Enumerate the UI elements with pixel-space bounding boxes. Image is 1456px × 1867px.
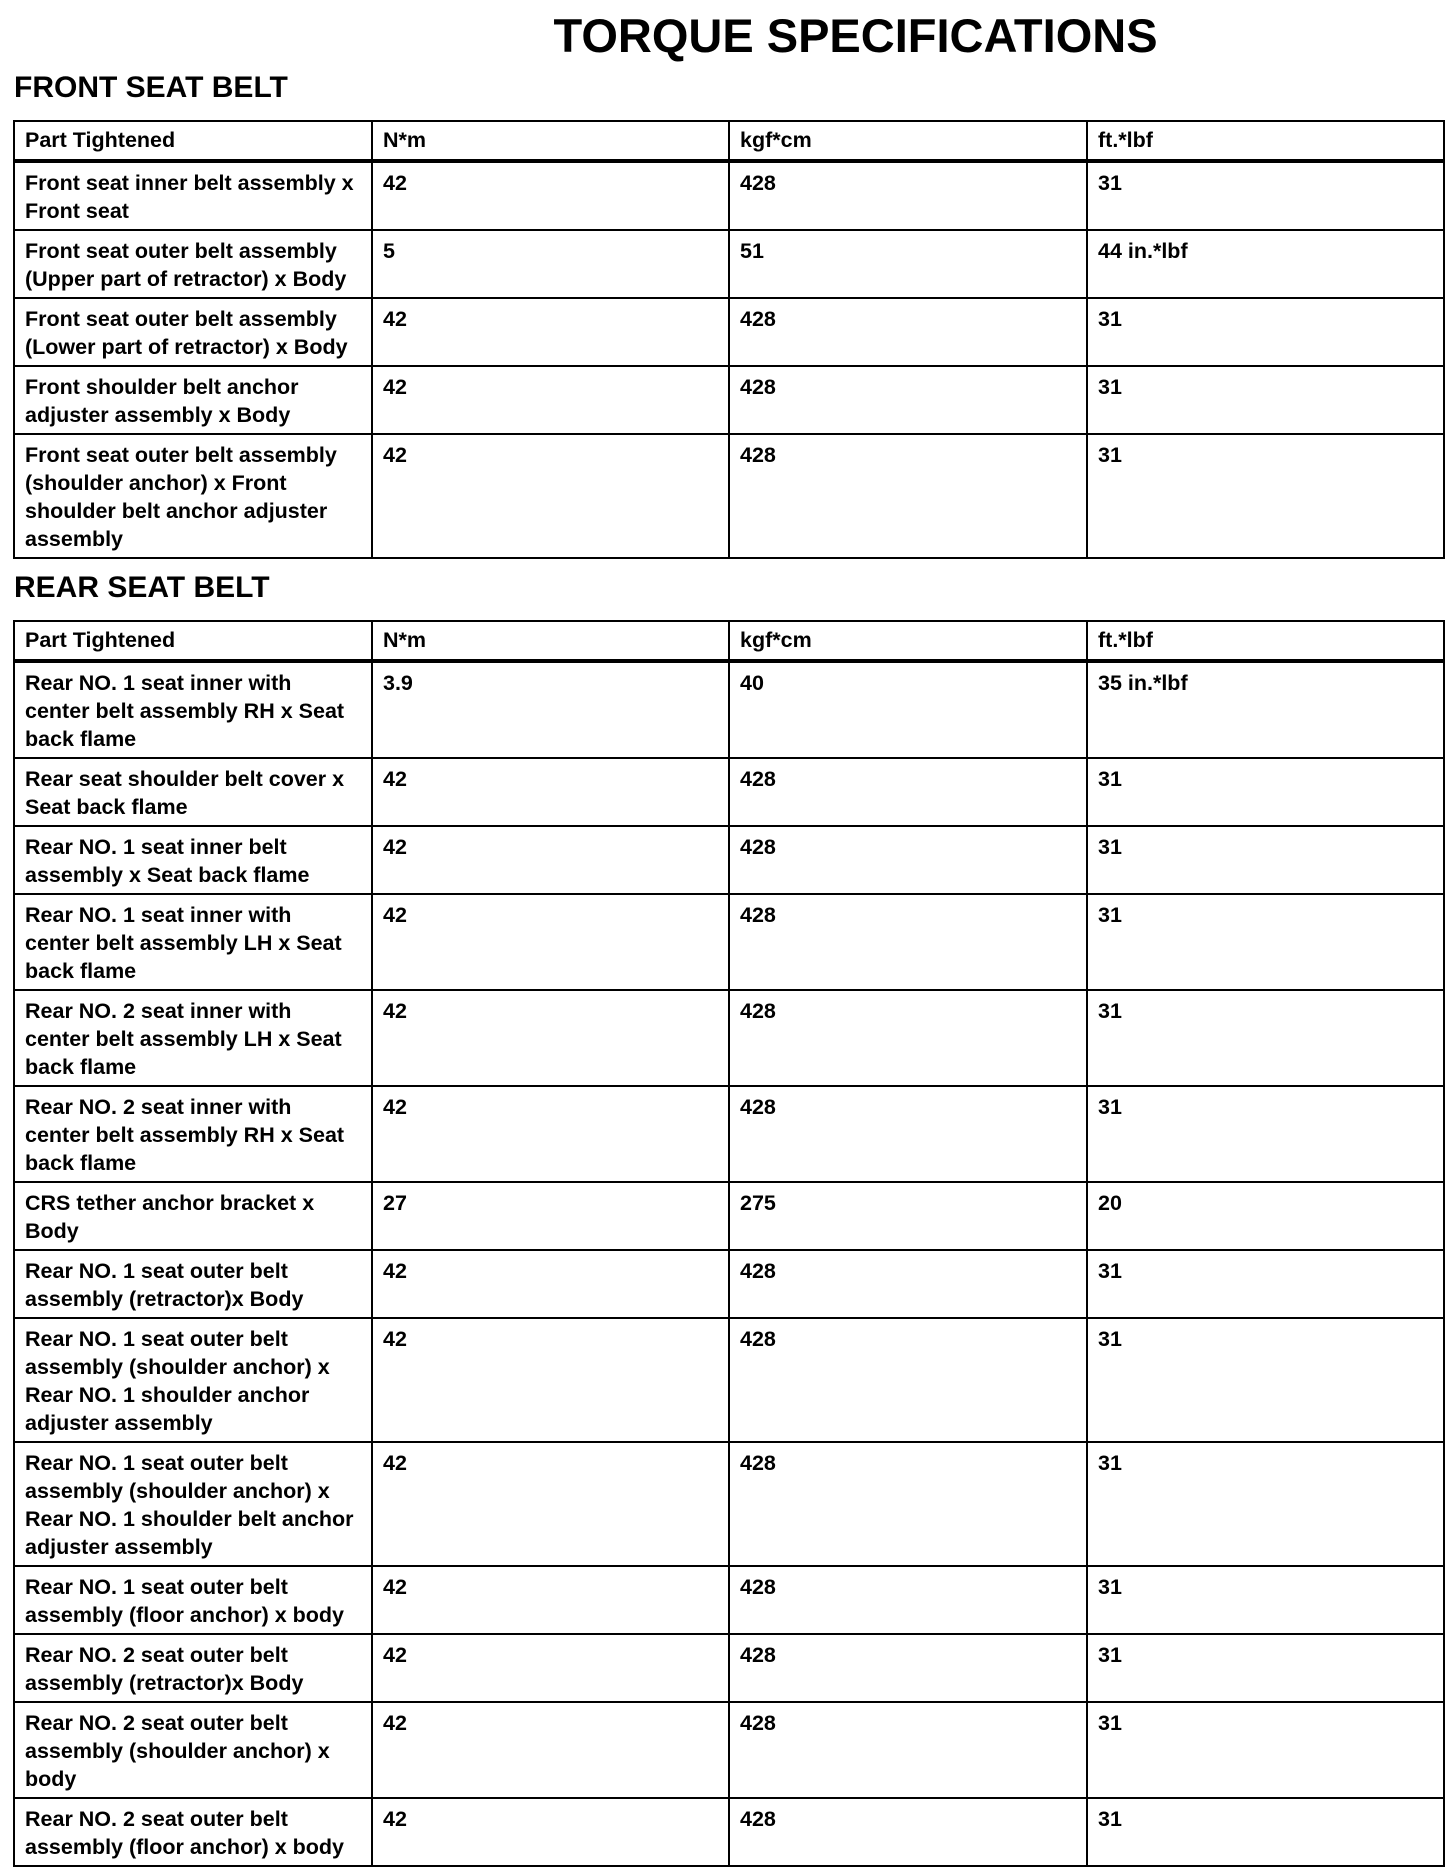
cell-part-tightened: Rear NO. 2 seat outer belt assembly (shoulder anchor) x body <box>14 1702 372 1798</box>
cell-nm: 42 <box>372 990 729 1086</box>
cell-part-tightened: Rear NO. 2 seat inner with center belt assembly RH x Seat back flame <box>14 1086 372 1182</box>
column-header-nm: N*m <box>372 621 729 661</box>
table-row <box>14 826 1444 894</box>
cell-kgfcm: 428 <box>729 1442 1087 1566</box>
table-row <box>14 661 1444 758</box>
cell-nm: 42 <box>372 1442 729 1566</box>
column-header-kgfcm: kgf*cm <box>729 621 1087 661</box>
cell-part-tightened: Rear NO. 1 seat inner with center belt assembly RH x Seat back flame <box>14 661 372 758</box>
cell-part-tightened: Rear NO. 1 seat outer belt assembly (shoulder anchor) x Rear NO. 1 shoulder belt anchor adjuster assembly <box>14 1442 372 1566</box>
cell-kgfcm: 428 <box>729 1798 1087 1866</box>
cell-kgfcm: 428 <box>729 758 1087 826</box>
table-row <box>14 990 1444 1086</box>
cell-nm: 42 <box>372 826 729 894</box>
rear-seat-belt-heading: REAR SEAT BELT <box>14 571 270 604</box>
table-row <box>14 894 1444 990</box>
page-title: TORQUE SPECIFICATIONS <box>553 9 1158 62</box>
cell-nm: 42 <box>372 298 729 366</box>
cell-kgfcm: 40 <box>729 661 1087 758</box>
table-row <box>14 1086 1444 1182</box>
cell-nm: 27 <box>372 1182 729 1250</box>
cell-ftlbf: 31 <box>1087 161 1444 230</box>
front-seat-belt-table <box>13 120 1445 559</box>
column-header-ftlbf: ft.*lbf <box>1087 121 1444 161</box>
cell-ftlbf: 31 <box>1087 1702 1444 1798</box>
table-row <box>14 1250 1444 1318</box>
cell-part-tightened: Rear NO. 1 seat outer belt assembly (shoulder anchor) x Rear NO. 1 shoulder anchor adjuster assembly <box>14 1318 372 1442</box>
table-row <box>14 758 1444 826</box>
table-row <box>14 366 1444 434</box>
cell-part-tightened: Front seat outer belt assembly (Lower part of retractor) x Body <box>14 298 372 366</box>
cell-ftlbf: 31 <box>1087 1318 1444 1442</box>
cell-nm: 5 <box>372 230 729 298</box>
cell-part-tightened: Rear NO. 1 seat inner with center belt assembly LH x Seat back flame <box>14 894 372 990</box>
table-row <box>14 230 1444 298</box>
cell-nm: 42 <box>372 1634 729 1702</box>
cell-kgfcm: 275 <box>729 1182 1087 1250</box>
cell-ftlbf: 20 <box>1087 1182 1444 1250</box>
cell-nm: 42 <box>372 161 729 230</box>
cell-nm: 42 <box>372 1086 729 1182</box>
cell-ftlbf: 35 in.*lbf <box>1087 661 1444 758</box>
cell-kgfcm: 428 <box>729 161 1087 230</box>
cell-kgfcm: 428 <box>729 1250 1087 1318</box>
table-row <box>14 298 1444 366</box>
cell-nm: 42 <box>372 434 729 558</box>
table-row <box>14 1634 1444 1702</box>
table-row <box>14 161 1444 230</box>
cell-ftlbf: 31 <box>1087 894 1444 990</box>
table-row <box>14 1182 1444 1250</box>
cell-ftlbf: 44 in.*lbf <box>1087 230 1444 298</box>
cell-kgfcm: 428 <box>729 1566 1087 1634</box>
table-row <box>14 1442 1444 1566</box>
cell-ftlbf: 31 <box>1087 990 1444 1086</box>
cell-ftlbf: 31 <box>1087 1086 1444 1182</box>
cell-kgfcm: 428 <box>729 298 1087 366</box>
column-header-kgfcm: kgf*cm <box>729 121 1087 161</box>
cell-kgfcm: 428 <box>729 1702 1087 1798</box>
cell-nm: 42 <box>372 1250 729 1318</box>
cell-nm: 42 <box>372 1566 729 1634</box>
cell-part-tightened: Rear NO. 2 seat outer belt assembly (floor anchor) x body <box>14 1798 372 1866</box>
cell-kgfcm: 428 <box>729 1634 1087 1702</box>
cell-ftlbf: 31 <box>1087 298 1444 366</box>
cell-kgfcm: 428 <box>729 990 1087 1086</box>
cell-ftlbf: 31 <box>1087 366 1444 434</box>
cell-kgfcm: 428 <box>729 1318 1087 1442</box>
column-header-part-tightened: Part Tightened <box>14 121 372 161</box>
cell-kgfcm: 428 <box>729 1086 1087 1182</box>
cell-part-tightened: Front seat inner belt assembly x Front seat <box>14 161 372 230</box>
cell-nm: 42 <box>372 366 729 434</box>
cell-ftlbf: 31 <box>1087 434 1444 558</box>
column-header-ftlbf: ft.*lbf <box>1087 621 1444 661</box>
cell-part-tightened: CRS tether anchor bracket x Body <box>14 1182 372 1250</box>
cell-ftlbf: 31 <box>1087 1634 1444 1702</box>
table-row <box>14 1318 1444 1442</box>
table-row <box>14 1702 1444 1798</box>
cell-part-tightened: Front shoulder belt anchor adjuster assembly x Body <box>14 366 372 434</box>
cell-nm: 42 <box>372 894 729 990</box>
cell-nm: 42 <box>372 1702 729 1798</box>
cell-nm: 3.9 <box>372 661 729 758</box>
table-header-row <box>14 621 1444 661</box>
cell-ftlbf: 31 <box>1087 758 1444 826</box>
cell-ftlbf: 31 <box>1087 1250 1444 1318</box>
cell-part-tightened: Rear NO. 2 seat inner with center belt assembly LH x Seat back flame <box>14 990 372 1086</box>
cell-part-tightened: Rear NO. 2 seat outer belt assembly (retractor)x Body <box>14 1634 372 1702</box>
column-header-nm: N*m <box>372 121 729 161</box>
cell-nm: 42 <box>372 1318 729 1442</box>
rear-seat-belt-table <box>13 620 1445 1867</box>
cell-part-tightened: Front seat outer belt assembly (Upper part of retractor) x Body <box>14 230 372 298</box>
front-seat-belt-heading: FRONT SEAT BELT <box>14 71 288 104</box>
cell-kgfcm: 428 <box>729 894 1087 990</box>
cell-ftlbf: 31 <box>1087 1798 1444 1866</box>
cell-nm: 42 <box>372 1798 729 1866</box>
cell-ftlbf: 31 <box>1087 826 1444 894</box>
cell-kgfcm: 51 <box>729 230 1087 298</box>
cell-kgfcm: 428 <box>729 366 1087 434</box>
cell-part-tightened: Front seat outer belt assembly (shoulder anchor) x Front shoulder belt anchor adjuster assembly <box>14 434 372 558</box>
cell-part-tightened: Rear NO. 1 seat outer belt assembly (floor anchor) x body <box>14 1566 372 1634</box>
cell-ftlbf: 31 <box>1087 1566 1444 1634</box>
cell-part-tightened: Rear seat shoulder belt cover x Seat back flame <box>14 758 372 826</box>
cell-kgfcm: 428 <box>729 434 1087 558</box>
table-row <box>14 1566 1444 1634</box>
cell-nm: 42 <box>372 758 729 826</box>
cell-part-tightened: Rear NO. 1 seat inner belt assembly x Seat back flame <box>14 826 372 894</box>
column-header-part-tightened: Part Tightened <box>14 621 372 661</box>
cell-kgfcm: 428 <box>729 826 1087 894</box>
table-row <box>14 434 1444 558</box>
cell-part-tightened: Rear NO. 1 seat outer belt assembly (retractor)x Body <box>14 1250 372 1318</box>
table-header-row <box>14 121 1444 161</box>
cell-ftlbf: 31 <box>1087 1442 1444 1566</box>
